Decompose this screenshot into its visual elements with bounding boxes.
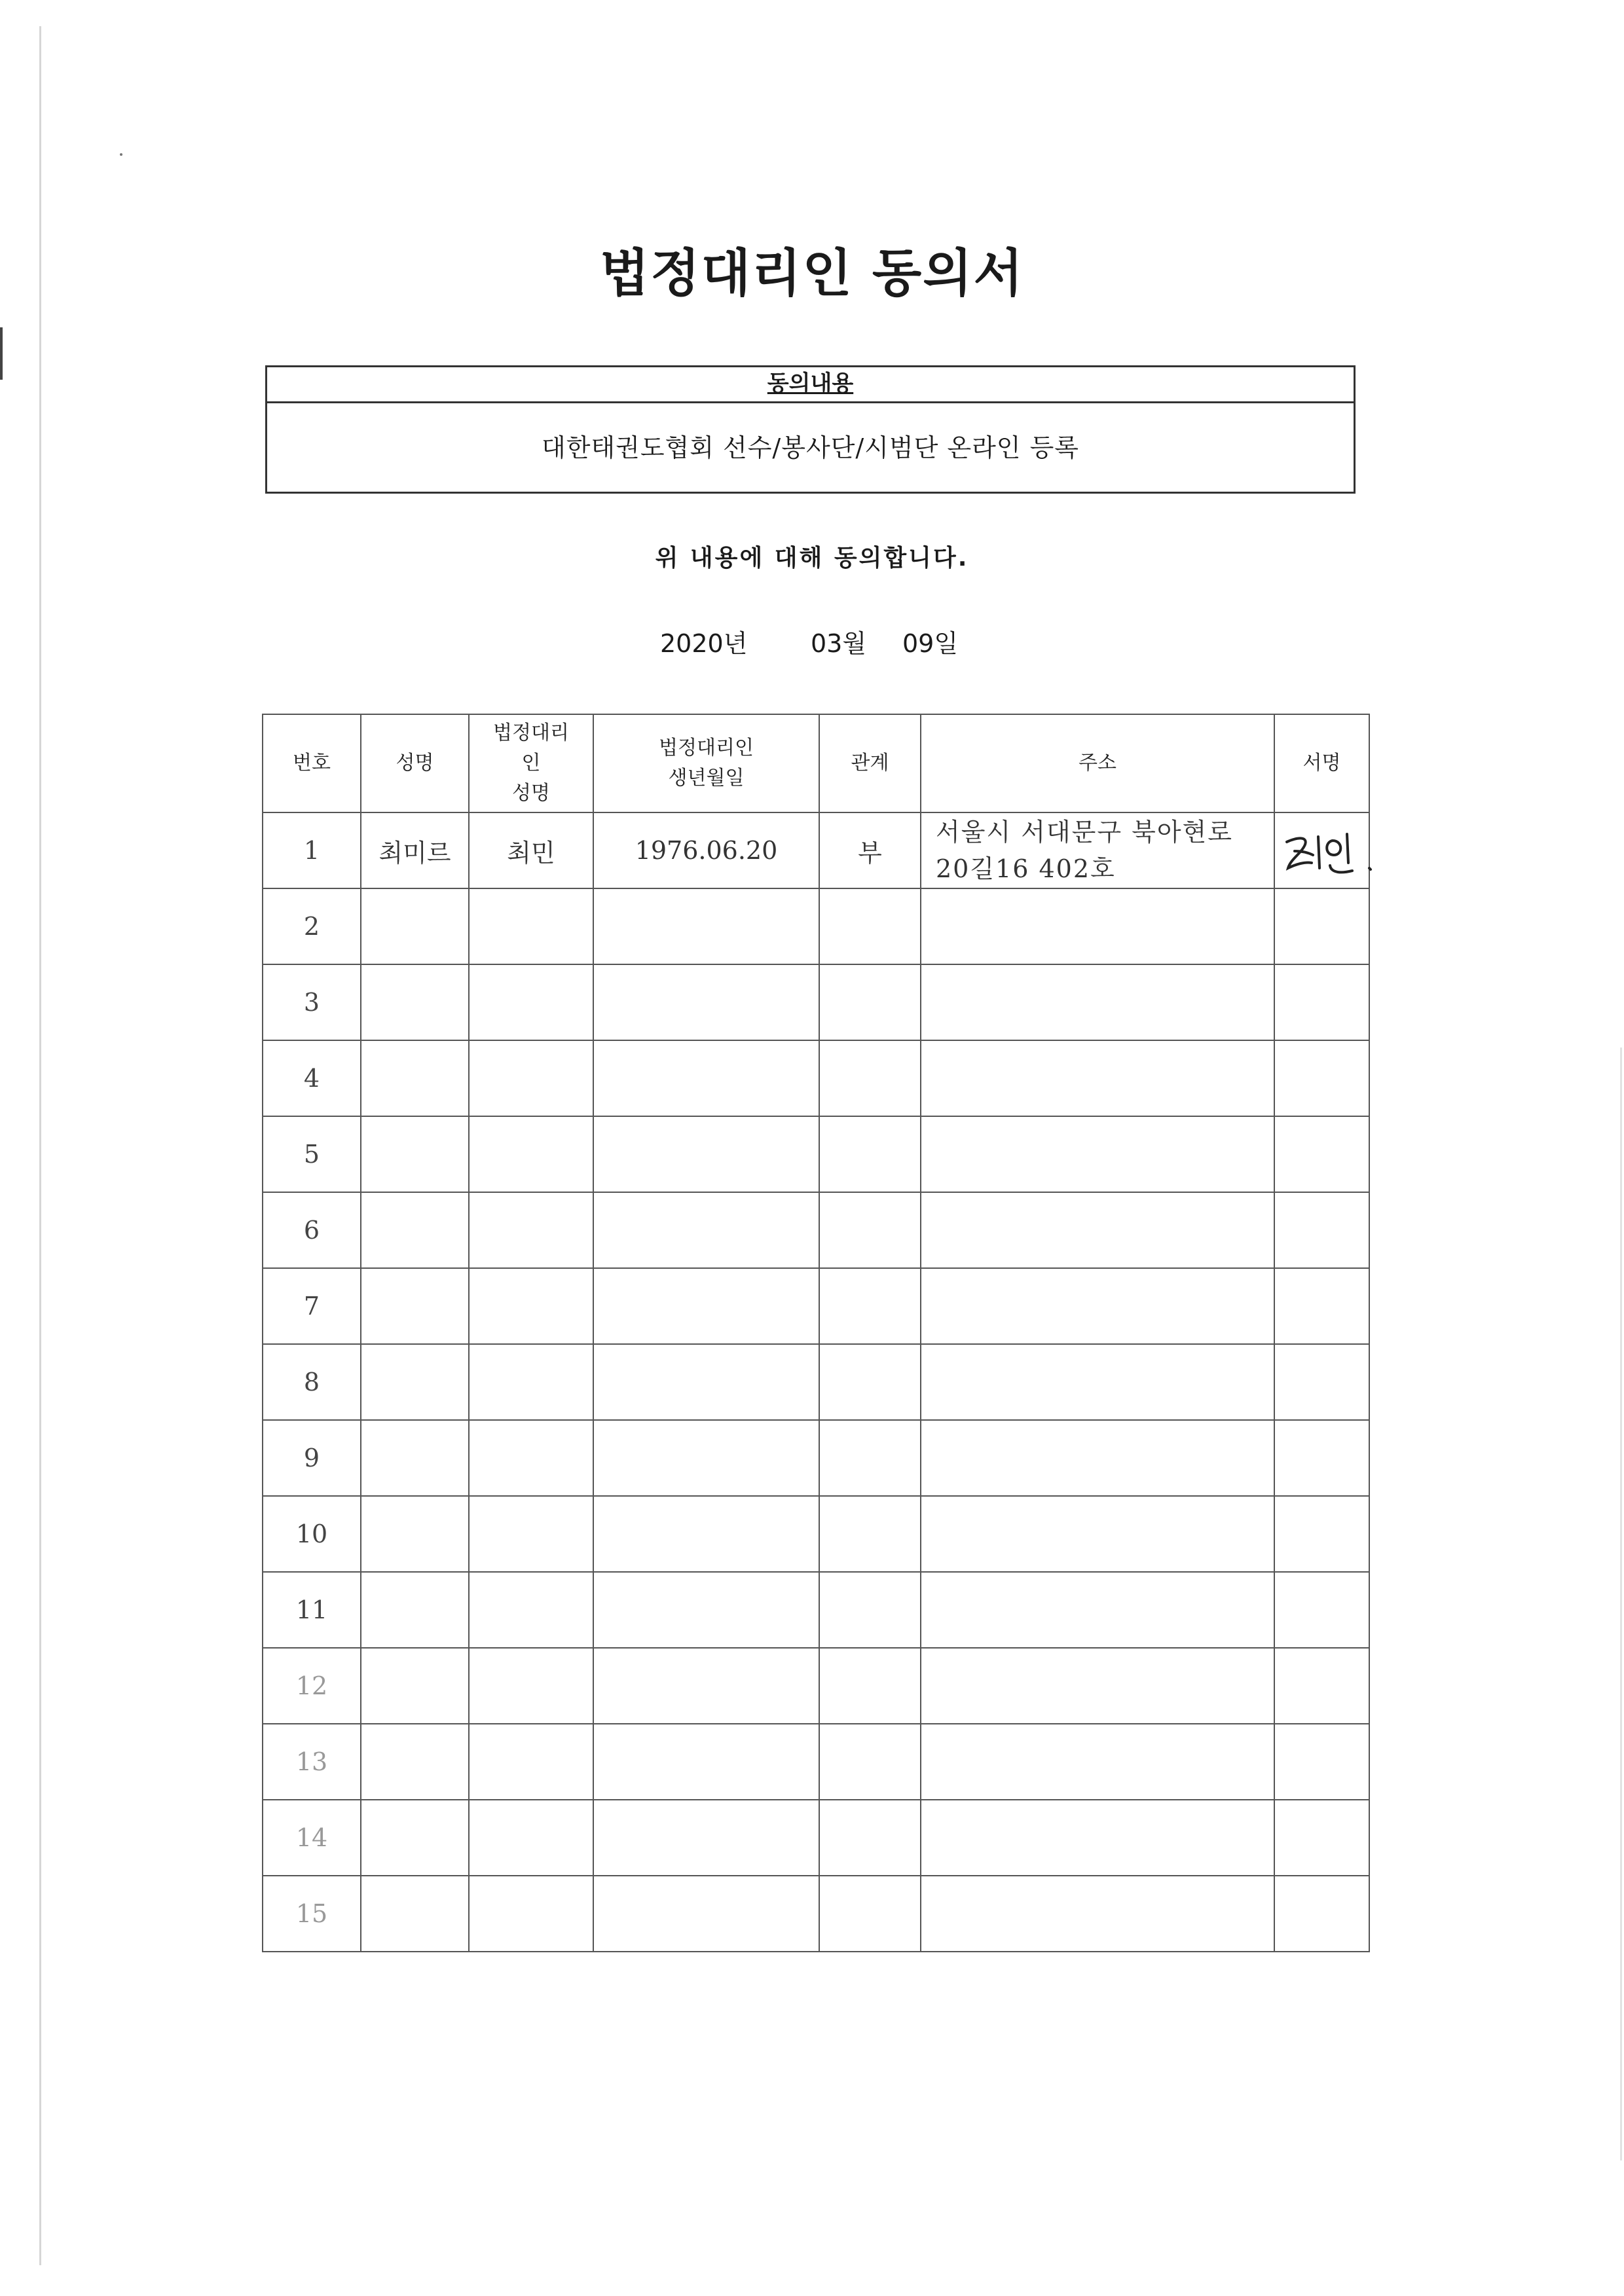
table-row bbox=[263, 1420, 1369, 1496]
row-guardian-name bbox=[469, 1420, 593, 1496]
row-name bbox=[361, 964, 469, 1040]
row-address bbox=[921, 1800, 1274, 1876]
row-number: 3 bbox=[263, 964, 361, 1040]
row-number: 8 bbox=[263, 1344, 361, 1420]
row-guardian-birthdate bbox=[593, 1648, 819, 1724]
row-relation bbox=[819, 1116, 921, 1192]
row-address bbox=[921, 1420, 1274, 1496]
row-guardian-name bbox=[469, 1040, 593, 1116]
header-name: 성명 bbox=[361, 714, 469, 812]
row-address-line2: 20길16 402호 bbox=[936, 854, 1116, 883]
row-signature bbox=[1274, 964, 1369, 1040]
row-number: 11 bbox=[263, 1572, 361, 1648]
row-signature bbox=[1274, 1648, 1369, 1724]
row-guardian-birthdate bbox=[593, 1420, 819, 1496]
row-name bbox=[361, 1268, 469, 1344]
header-guardian-birth-line1: 법정대리인 bbox=[659, 737, 754, 759]
scan-edge-mark bbox=[0, 327, 3, 380]
row-address-line1: 서울시 서대문구 북아현로 bbox=[936, 818, 1233, 847]
table-row bbox=[263, 1648, 1369, 1724]
date-year: 2020년 bbox=[660, 629, 748, 658]
document-title: 법정대리인 동의서 bbox=[600, 244, 1024, 303]
header-address: 주소 bbox=[921, 714, 1274, 812]
row-name bbox=[361, 1116, 469, 1192]
row-relation bbox=[819, 1572, 921, 1648]
header-guardian-name-line3: 성명 bbox=[512, 782, 550, 805]
row-guardian-birthdate: 1976.06.20 bbox=[593, 812, 819, 888]
row-relation bbox=[819, 888, 921, 964]
row-number: 7 bbox=[263, 1268, 361, 1344]
table-row bbox=[263, 1724, 1369, 1800]
row-relation bbox=[819, 1192, 921, 1268]
guardian-roster-table bbox=[262, 714, 1370, 1952]
row-relation bbox=[819, 1420, 921, 1496]
row-guardian-birthdate bbox=[593, 1192, 819, 1268]
row-name: 최미르 bbox=[361, 812, 469, 888]
table-row bbox=[263, 1572, 1369, 1648]
row-address bbox=[921, 1116, 1274, 1192]
row-signature bbox=[1274, 1724, 1369, 1800]
row-name bbox=[361, 1040, 469, 1116]
table-row bbox=[263, 812, 1369, 888]
row-guardian-name bbox=[469, 1344, 593, 1420]
table-row bbox=[263, 1344, 1369, 1420]
row-relation bbox=[819, 1040, 921, 1116]
row-guardian-birthdate bbox=[593, 1800, 819, 1876]
header-guardian-birthdate bbox=[593, 714, 819, 812]
row-guardian-birthdate bbox=[593, 1268, 819, 1344]
date-month: 03월 bbox=[811, 629, 867, 658]
row-relation bbox=[819, 1876, 921, 1952]
row-number: 9 bbox=[263, 1420, 361, 1496]
row-guardian-name bbox=[469, 1724, 593, 1800]
row-signature bbox=[1274, 1268, 1369, 1344]
row-guardian-birthdate bbox=[593, 1572, 819, 1648]
row-relation bbox=[819, 1800, 921, 1876]
header-relation: 관계 bbox=[819, 714, 921, 812]
row-guardian-birthdate bbox=[593, 1876, 819, 1952]
row-guardian-birthdate bbox=[593, 1496, 819, 1572]
table-header-row bbox=[263, 714, 1369, 812]
row-guardian-birthdate bbox=[593, 1040, 819, 1116]
table-row bbox=[263, 1192, 1369, 1268]
row-number: 12 bbox=[263, 1648, 361, 1724]
row-signature bbox=[1274, 1040, 1369, 1116]
row-guardian-name bbox=[469, 888, 593, 964]
row-number: 15 bbox=[263, 1876, 361, 1952]
header-guardian-birth-line2: 생년월일 bbox=[668, 767, 745, 790]
table-row bbox=[263, 888, 1369, 964]
row-signature bbox=[1274, 1420, 1369, 1496]
row-relation bbox=[819, 964, 921, 1040]
row-signature bbox=[1274, 1572, 1369, 1648]
consent-content-box bbox=[265, 365, 1356, 494]
row-signature bbox=[1274, 888, 1369, 964]
handwritten-signature bbox=[1279, 822, 1390, 881]
row-name bbox=[361, 1876, 469, 1952]
row-number: 10 bbox=[263, 1496, 361, 1572]
row-guardian-birthdate bbox=[593, 1116, 819, 1192]
row-guardian-name bbox=[469, 1876, 593, 1952]
row-guardian-name bbox=[469, 1496, 593, 1572]
scan-speck bbox=[120, 153, 122, 156]
row-number: 5 bbox=[263, 1116, 361, 1192]
row-address bbox=[921, 1572, 1274, 1648]
row-signature bbox=[1274, 1116, 1369, 1192]
table-row bbox=[263, 1876, 1369, 1952]
row-address bbox=[921, 1648, 1274, 1724]
row-name bbox=[361, 1420, 469, 1496]
row-relation bbox=[819, 1344, 921, 1420]
row-signature bbox=[1274, 812, 1369, 888]
row-address bbox=[921, 812, 1274, 888]
row-address bbox=[921, 964, 1274, 1040]
row-guardian-name bbox=[469, 1648, 593, 1724]
header-guardian-name-line1: 법정대리 bbox=[493, 721, 569, 744]
header-number: 번호 bbox=[263, 714, 361, 812]
row-signature bbox=[1274, 1876, 1369, 1952]
row-guardian-birthdate bbox=[593, 964, 819, 1040]
row-name bbox=[361, 1800, 469, 1876]
row-guardian-birthdate bbox=[593, 1344, 819, 1420]
row-number: 13 bbox=[263, 1724, 361, 1800]
row-relation: 부 bbox=[819, 812, 921, 888]
scan-edge-shadow-right bbox=[1620, 1048, 1622, 2160]
row-address bbox=[921, 1344, 1274, 1420]
row-guardian-name bbox=[469, 1116, 593, 1192]
row-address bbox=[921, 1876, 1274, 1952]
row-number: 6 bbox=[263, 1192, 361, 1268]
row-address bbox=[921, 888, 1274, 964]
row-address bbox=[921, 1192, 1274, 1268]
row-address bbox=[921, 1040, 1274, 1116]
row-signature bbox=[1274, 1800, 1369, 1876]
row-number: 4 bbox=[263, 1040, 361, 1116]
row-signature bbox=[1274, 1496, 1369, 1572]
date-day: 09일 bbox=[902, 629, 959, 658]
header-guardian-name bbox=[469, 714, 593, 812]
consent-content: 대한태권도협회 선수/봉사단/시범단 온라인 등록 bbox=[541, 433, 1079, 462]
table-row bbox=[263, 1116, 1369, 1192]
row-relation bbox=[819, 1648, 921, 1724]
row-signature bbox=[1274, 1344, 1369, 1420]
row-number: 2 bbox=[263, 888, 361, 964]
row-name bbox=[361, 1724, 469, 1800]
row-relation bbox=[819, 1268, 921, 1344]
table-row bbox=[263, 1268, 1369, 1344]
row-address bbox=[921, 1724, 1274, 1800]
row-relation bbox=[819, 1724, 921, 1800]
table-row bbox=[263, 1800, 1369, 1876]
row-number: 1 bbox=[263, 812, 361, 888]
row-guardian-name bbox=[469, 1800, 593, 1876]
row-name bbox=[361, 1496, 469, 1572]
row-guardian-name bbox=[469, 1572, 593, 1648]
agreement-statement: 위 내용에 대해 동의합니다. bbox=[655, 545, 969, 572]
scan-edge-shadow bbox=[39, 26, 41, 2265]
table-row bbox=[263, 1040, 1369, 1116]
row-address bbox=[921, 1496, 1274, 1572]
row-guardian-birthdate bbox=[593, 888, 819, 964]
row-number: 14 bbox=[263, 1800, 361, 1876]
row-name bbox=[361, 1344, 469, 1420]
row-guardian-name: 최민 bbox=[469, 812, 593, 888]
row-name bbox=[361, 1192, 469, 1268]
consent-heading-text: 동의내용 bbox=[767, 371, 854, 397]
row-name bbox=[361, 888, 469, 964]
table-row bbox=[263, 964, 1369, 1040]
row-relation bbox=[819, 1496, 921, 1572]
row-signature bbox=[1274, 1192, 1369, 1268]
row-guardian-birthdate bbox=[593, 1724, 819, 1800]
row-address bbox=[921, 1268, 1274, 1344]
row-guardian-name bbox=[469, 964, 593, 1040]
consent-heading bbox=[267, 367, 1354, 403]
header-signature: 서명 bbox=[1274, 714, 1369, 812]
header-guardian-name-line2: 인 bbox=[521, 752, 541, 774]
row-name bbox=[361, 1572, 469, 1648]
table-row bbox=[263, 1496, 1369, 1572]
row-guardian-name bbox=[469, 1268, 593, 1344]
row-name bbox=[361, 1648, 469, 1724]
row-guardian-name bbox=[469, 1192, 593, 1268]
